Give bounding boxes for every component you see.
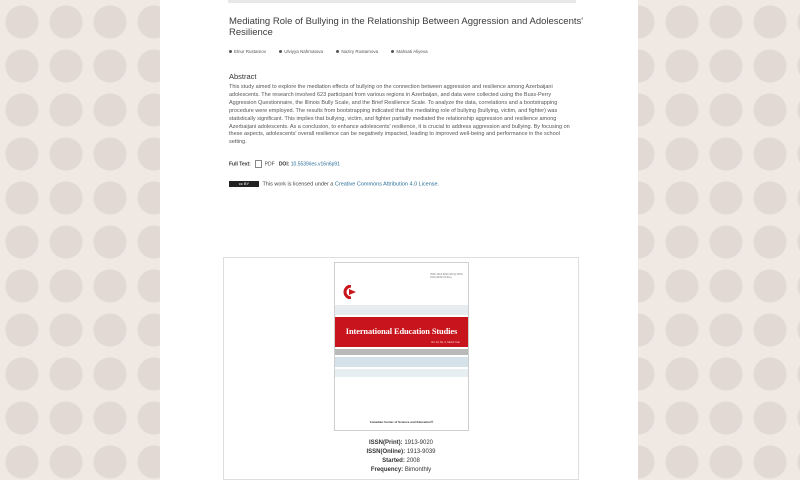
author-item[interactable]: Mahsati Aliyeva (391, 49, 427, 54)
journal-logo-icon (339, 285, 357, 299)
user-icon (336, 50, 339, 53)
author-item[interactable]: Elnur Rustamov (229, 49, 266, 54)
journal-details (224, 439, 578, 475)
frequency-row: Frequency: Bimonthly (370, 467, 432, 473)
journal-info-box (223, 257, 579, 480)
cover-publisher: Canadian Center of Science and Education® (369, 420, 434, 424)
issn-print-row: ISSN(Print): 1913-9020 (368, 440, 434, 446)
license-text: This work is licensed under a (262, 181, 334, 188)
abstract-heading: Abstract (229, 72, 257, 81)
fulltext-row (229, 160, 340, 168)
cover-band (335, 369, 468, 377)
journal-cover[interactable] (334, 262, 469, 431)
user-icon (229, 50, 232, 53)
cover-band (335, 349, 468, 355)
author-list (229, 49, 440, 54)
pdf-icon[interactable] (255, 160, 262, 168)
cover-issn: ISSN 1913-9020 (Print) ISSN 1913-9039 (Online) (430, 273, 463, 279)
author-item[interactable]: Ulviyya Nahmatova (279, 49, 323, 54)
user-icon (279, 50, 282, 53)
fulltext-label: Full Text: (229, 161, 251, 168)
abstract-text: This study aimed to explore the mediation effects of bullying on the connection between aggression and resilience among Azerbaijani adolescents. The research involved 623 participant from various regions in Azerbaijan, and data were collected using the Buss-Perry Aggression Questionnaire, the Illinois Bully Scale, and the Brief Resilience Scale. To analyze the data, correlations and a bootstrapping procedure were employed. The results from bootstrapping indicated that the mediating role of bullying (bullying, victim, and fighter) was statistically significant. This implies that bullying, victim, and fighter partially mediated the relationship aggression and resilience among Azerbaijani adolescents. As a conclusion, to enhance adolescents' resilience, it is crucial to address aggression and bullying. By focusing on these aspects, adolescents' overall resilience can be negatively impacted, leading to improved well-being and performance in the school setting. (229, 84, 570, 146)
issn-online-row: ISSN(Online): 1913-9039 (366, 449, 436, 455)
doi-label: DOI: (278, 161, 290, 168)
cover-band (335, 357, 468, 367)
user-icon (391, 50, 394, 53)
cc-license-icon[interactable]: cc BY (229, 181, 259, 187)
cover-band (335, 305, 468, 315)
article-page (160, 0, 638, 480)
license-row (229, 181, 439, 187)
cover-title: International Education Studies (335, 317, 468, 347)
started-row: Started: 2008 (382, 458, 420, 464)
article-title: Mediating Role of Bullying in the Relationship Between Aggression and Adolescents' Resilience (229, 16, 584, 38)
pdf-link[interactable]: PDF (264, 161, 275, 168)
top-divider (228, 0, 576, 3)
author-item[interactable]: Naziry Rustamova (336, 49, 378, 54)
license-link[interactable]: Creative Commons Attribution 4.0 License. (334, 181, 440, 188)
cover-volume: Vol. 16, No. 6, Month Year (430, 341, 460, 344)
doi-link[interactable]: 10.5539/ies.v16n6p91 (290, 161, 340, 168)
